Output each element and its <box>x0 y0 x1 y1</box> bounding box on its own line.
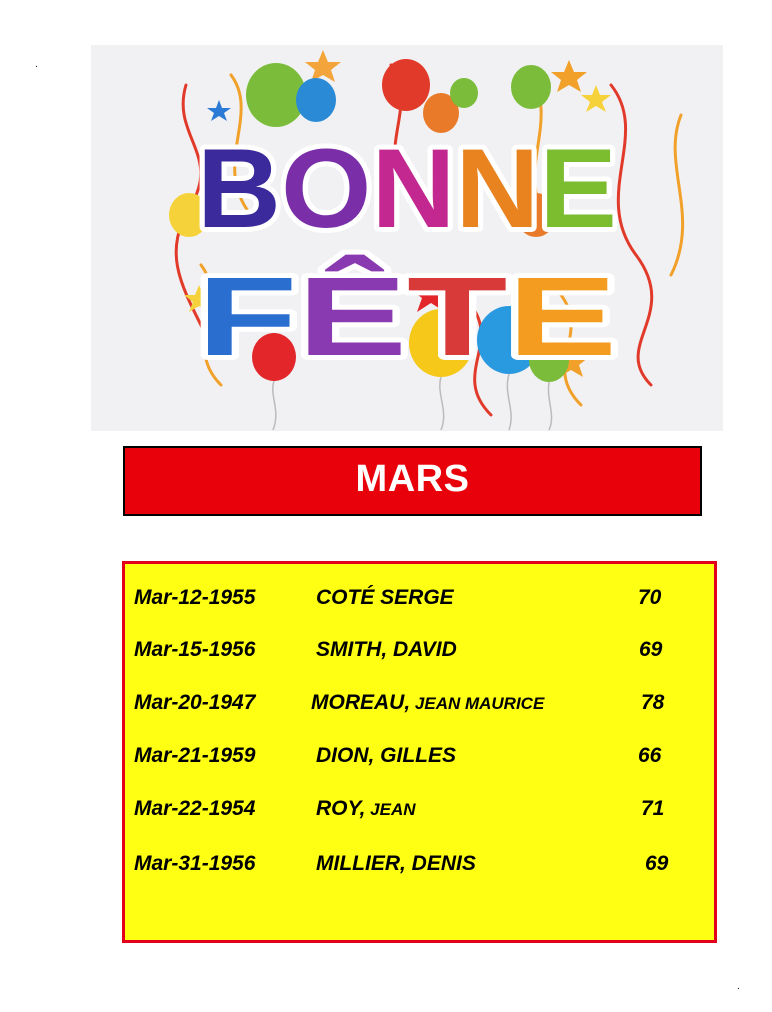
age: 69 <box>645 852 669 875</box>
birthday-row <box>125 586 714 612</box>
banner-letter: N <box>371 126 453 251</box>
banner-letter: N <box>455 126 537 251</box>
person-name: SMITH, DAVID <box>316 638 457 661</box>
star-icon <box>581 85 611 112</box>
age: 71 <box>641 797 665 820</box>
banner-letter: Ê <box>297 254 373 379</box>
person-name: MOREAU, JEAN MAURICE <box>311 691 545 714</box>
birthday-row <box>125 691 714 717</box>
corner-dot: . <box>35 59 38 70</box>
birthday-list <box>122 561 717 943</box>
age: 78 <box>641 691 665 714</box>
age: 69 <box>639 638 663 661</box>
person-name: COTÉ SERGE <box>316 586 454 609</box>
bonne-fete-banner <box>91 45 723 431</box>
birthday-row <box>125 638 714 664</box>
star-icon <box>305 50 341 82</box>
age: 66 <box>638 744 662 767</box>
banner-letter: B <box>197 126 278 251</box>
birth-date: Mar-21-1959 <box>134 744 256 767</box>
banner-letter: F <box>197 254 266 379</box>
banner-letter: E <box>539 126 615 251</box>
banner-letter: E <box>507 254 583 379</box>
person-name: DION, GILLES <box>316 744 457 767</box>
birth-date: Mar-31-1956 <box>134 852 256 875</box>
balloon <box>450 78 478 108</box>
balloon <box>511 65 551 109</box>
birth-date: Mar-15-1956 <box>134 638 256 661</box>
star-icon <box>551 60 587 92</box>
month-header <box>123 446 702 516</box>
month-label: MARS <box>355 457 470 500</box>
person-name-rest: JEAN <box>365 800 416 819</box>
balloon <box>382 59 430 111</box>
person-name: MILLIER, DENIS <box>316 852 476 875</box>
streamer <box>671 115 683 275</box>
person-name: ROY, JEAN <box>316 797 416 820</box>
star-icon <box>207 100 231 121</box>
corner-dot: . <box>737 981 740 992</box>
banner-line-fete <box>197 254 617 379</box>
banner-line-bonne <box>197 126 617 251</box>
birthday-row <box>125 852 714 878</box>
birth-date: Mar-22-1954 <box>134 797 256 820</box>
birthday-row <box>125 744 714 770</box>
person-name-rest: JEAN MAURICE <box>410 694 545 713</box>
streamer <box>611 85 652 385</box>
balloon <box>296 78 336 122</box>
birth-date: Mar-20-1947 <box>134 691 256 714</box>
banner-letter: T <box>407 254 476 379</box>
banner-letter: O <box>280 126 369 251</box>
birth-date: Mar-12-1955 <box>134 586 256 609</box>
age: 70 <box>638 586 662 609</box>
birthday-row <box>125 797 714 823</box>
